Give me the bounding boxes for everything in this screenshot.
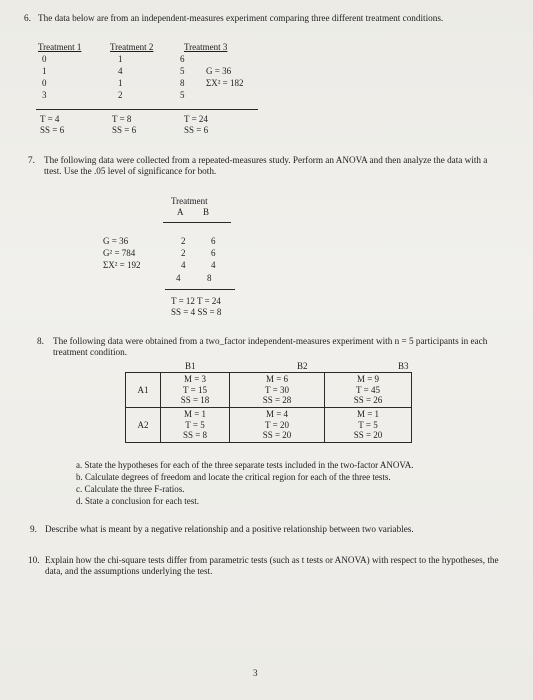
q6-col2-value: 1	[118, 78, 123, 88]
q7-grand-total: G = 36	[103, 236, 129, 246]
q6-col3-value: 5	[180, 90, 185, 100]
q8-cell-ss: SS = 28	[262, 395, 292, 406]
q7-a-value: 4	[176, 273, 181, 283]
q6-col1-value: 0	[42, 78, 47, 88]
q9-text: Describe what is meant by a negative relationship and a positive relationship between two variables.	[45, 524, 414, 534]
q6-divider	[36, 109, 258, 110]
q10-number: 10.	[28, 555, 40, 565]
q6-col1-value: 0	[42, 54, 47, 64]
q7-total-rule	[165, 289, 235, 290]
q7-b-value: 4	[211, 260, 216, 270]
q9-number: 9.	[30, 524, 37, 534]
q8-cell	[325, 408, 412, 443]
q7-treatment-label: Treatment	[171, 196, 208, 206]
q7-b-value: 6	[211, 248, 216, 258]
q8-row-a1	[126, 373, 412, 408]
q8-cell-ss: SS = 26	[353, 395, 383, 406]
q6-t1-total: T = 4	[40, 114, 60, 124]
q8-cell-mean: M = 6	[265, 374, 289, 385]
q8-cell-ss: SS = 20	[353, 430, 383, 441]
q8-cell	[325, 373, 412, 408]
q7-a-value: 2	[181, 236, 186, 246]
q6-t2-total: T = 8	[112, 114, 132, 124]
q8-cell-mean: M = 4	[265, 409, 289, 420]
q8-cell-mean: M = 3	[183, 374, 207, 385]
q8-text: The following data were obtained from a two_factor independent-measures experiment with n = 5 participants in each treatment condition.	[53, 336, 488, 357]
q7-t-values: T = 12 T = 24	[171, 296, 221, 306]
q8-cell-ss: SS = 18	[180, 395, 210, 406]
q6-sum-x-squared: ΣX² = 182	[206, 78, 244, 88]
q7-header-rule	[163, 222, 231, 223]
q8-cell	[161, 408, 230, 443]
q6-t2-ss: SS = 6	[112, 125, 137, 135]
q6-text: The data below are from an independent-measures experiment comparing three different treatment conditions.	[38, 13, 444, 23]
q8-part-d: d. State a conclusion for each test.	[76, 496, 199, 506]
q8-factorial-table	[125, 372, 412, 443]
q6-t1-ss: SS = 6	[40, 125, 65, 135]
q7-b-value: 6	[211, 236, 216, 246]
q8-row-a2	[126, 408, 412, 443]
q6-t3-ss: SS = 6	[184, 125, 209, 135]
q8-header-b2: B2	[297, 361, 308, 371]
q10-text: Explain how the chi-square tests differ from parametric tests (such as t tests or ANOVA) with respect to the hypotheses, the data, and the assumptions underlying the test.	[45, 555, 499, 576]
q7-a-value: 4	[181, 260, 186, 270]
q7-ss-values: SS = 4 SS = 8	[171, 307, 222, 317]
q8-header-b3: B3	[398, 361, 409, 371]
q8-row-label: A1	[126, 373, 161, 408]
q6-header-treatment1: Treatment 1	[38, 42, 82, 52]
q6-col1-value: 3	[42, 90, 47, 100]
q6-grand-total: G = 36	[206, 66, 232, 76]
q8-cell	[230, 408, 325, 443]
q8-cell-total: T = 20	[265, 419, 289, 430]
q6-header-treatment3: Treatment 3	[184, 42, 228, 52]
q8-cell-ss: SS = 20	[262, 430, 292, 441]
q8-part-c: c. Calculate the three F-ratios.	[76, 484, 185, 494]
q6-header-treatment2: Treatment 2	[110, 42, 154, 52]
q8-part-a: a. State the hypotheses for each of the three separate tests included in the two-factor ANOVA.	[76, 460, 414, 470]
q7-sum-x-squared: ΣX² = 192	[103, 260, 141, 270]
q8-cell-total: T = 45	[356, 384, 380, 395]
q8-header-b1: B1	[185, 361, 196, 371]
q7-a-value: 2	[181, 248, 186, 258]
q7-number: 7.	[28, 155, 35, 165]
q8-part-b: b. Calculate degrees of freedom and locate the critical region for each of the three tests.	[76, 472, 391, 482]
q8-row-label: A2	[126, 408, 161, 443]
q7-b-value: 8	[207, 273, 212, 283]
q8-cell-mean: M = 1	[183, 409, 207, 420]
q6-col2-value: 4	[118, 66, 123, 76]
q6-col3-value: 8	[180, 78, 185, 88]
q6-col2-value: 2	[118, 90, 123, 100]
q6-col1-value: 1	[42, 66, 47, 76]
q8-cell-ss: SS = 8	[182, 430, 208, 441]
q8-cell	[161, 373, 230, 408]
page-number: 3	[253, 668, 258, 678]
q8-cell-total: T = 15	[183, 384, 207, 395]
q8-cell	[230, 373, 325, 408]
q8-number: 8.	[37, 336, 44, 346]
q6-t3-total: T = 24	[184, 114, 208, 124]
q8-cell-total: T = 30	[265, 384, 289, 395]
q7-col-a: A	[177, 207, 184, 217]
q6-col3-value: 5	[180, 66, 185, 76]
q6-col2-value: 1	[118, 54, 123, 64]
q8-cell-mean: M = 1	[356, 409, 380, 420]
q7-g-squared: G² = 784	[103, 248, 136, 258]
q6-col3-value: 6	[180, 54, 185, 64]
q8-cell-total: T = 5	[185, 419, 205, 430]
q8-cell-total: T = 5	[358, 419, 378, 430]
q6-number: 6.	[24, 13, 31, 23]
q7-text: The following data were collected from a repeated-measures study. Perform an ANOVA and then analyze the data with a ttest. Use the .05 level of significance for both.	[44, 155, 488, 176]
q8-cell-mean: M = 9	[356, 374, 380, 385]
q7-col-b: B	[203, 207, 210, 217]
